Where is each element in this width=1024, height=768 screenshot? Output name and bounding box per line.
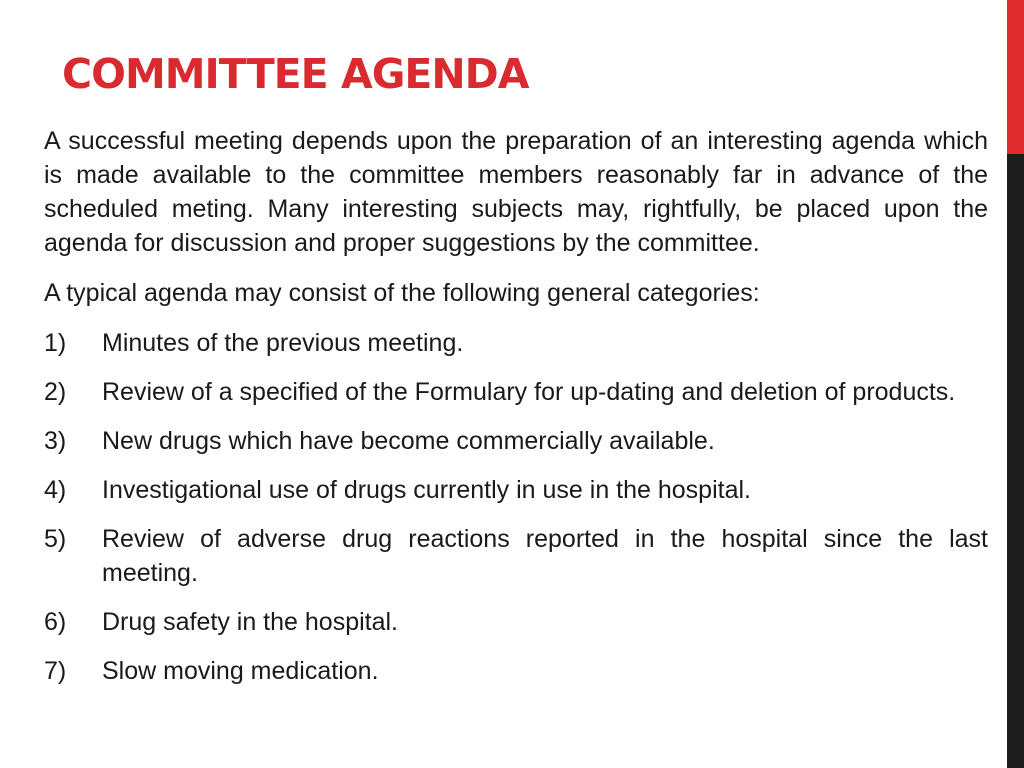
agenda-item [44, 654, 988, 688]
agenda-item [44, 424, 988, 458]
agenda-item-text: New drugs which have become commercially available. [102, 427, 715, 455]
agenda-list [44, 326, 988, 688]
agenda-item-text: Investigational use of drugs currently in use in the hospital. [102, 476, 751, 504]
agenda-item-number: 4) [44, 476, 67, 504]
agenda-item-text: Review of a specified of the Formulary for up-dating and deletion of products. [102, 378, 956, 406]
agenda-item-number: 2) [44, 378, 67, 406]
agenda-item [44, 326, 988, 360]
agenda-item-number: 1) [44, 329, 67, 357]
slide-body [44, 124, 988, 703]
agenda-item-text: Drug safety in the hospital. [102, 608, 398, 636]
agenda-item-text: Review of adverse drug reactions reported in the hospital since the last meeting. [102, 525, 988, 587]
agenda-item-number: 7) [44, 657, 67, 685]
accent-bar-dark [1007, 154, 1024, 768]
agenda-item [44, 473, 988, 507]
lead-in-text: A typical agenda may consist of the following general categories: [44, 279, 760, 307]
accent-bar-red [1007, 0, 1024, 154]
slide-title: COMMITTEE AGENDA [62, 50, 529, 98]
agenda-item-number: 5) [44, 525, 67, 553]
intro-paragraph: A successful meeting depends upon the preparation of an interesting agenda which is made available to the committee members reasonably far in advance of the scheduled meting. Many interesting subjects may, rightfully, be placed upon the agenda for discussion and proper suggestions by the committee. [44, 127, 988, 257]
agenda-item-number: 3) [44, 427, 67, 455]
agenda-item [44, 375, 988, 409]
agenda-item [44, 522, 988, 590]
agenda-item [44, 605, 988, 639]
agenda-item-text: Slow moving medication. [102, 657, 379, 685]
agenda-item-text: Minutes of the previous meeting. [102, 329, 464, 357]
agenda-item-number: 6) [44, 608, 67, 636]
